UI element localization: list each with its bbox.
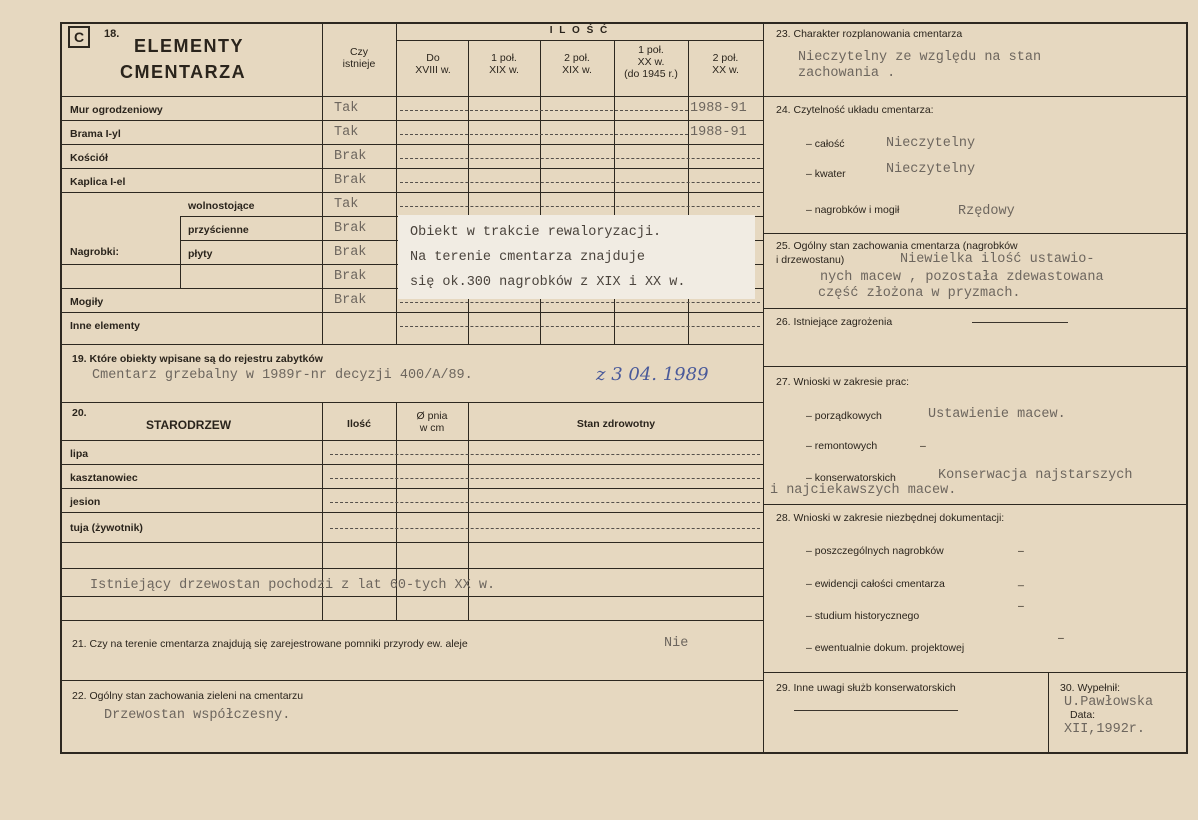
period-1pol-xix: 1 poł. XIX w. — [489, 52, 519, 76]
title-cmentarza: CMENTARZA — [120, 62, 247, 82]
s30-date: XII,1992r. — [1064, 722, 1146, 737]
row-label-przyscienne: przyścienne — [188, 224, 249, 236]
s27-continued: i najciekawszych macew. — [770, 483, 957, 498]
row-label-kaplica: Kaplica I-el — [70, 176, 126, 188]
s24-nagrobki-label: – nagrobków i mogił — [806, 204, 900, 216]
s24-calosc-value: Nieczytelny — [886, 136, 976, 151]
s28-item-1: – poszczególnych nagrobków — [806, 545, 944, 557]
s22-label: 22. Ogólny stan zachowania zieleni na cmentarzu — [72, 690, 304, 702]
tree-lipa: lipa — [70, 448, 89, 460]
s25-line-1: Niewielka ilość ustawio- — [900, 252, 1095, 267]
value-kaplica: Brak — [334, 173, 367, 188]
s26-label: 26. Istniejące zagrożenia — [776, 316, 893, 328]
s21-label: 21. Czy na terenie cmentarza znajdują się zarejestrowane pomniki przyrody ew. aleje — [72, 638, 468, 650]
s24-calosc-label: – całość — [806, 138, 845, 150]
s28-item-2: – ewidencji całości cmentarza — [806, 578, 945, 590]
s20-title: STARODRZEW — [146, 418, 232, 432]
s20-note: Istniejący drzewostan pochodzi z lat 60-tych XX w. — [90, 578, 496, 593]
row-label-mur: Mur ogrodzeniowy — [70, 104, 163, 116]
row-label-plyty: płyty — [188, 248, 213, 260]
s20-pnia: Ø pnia w cm — [416, 410, 448, 434]
row-label-wolnostojace: wolnostojące — [188, 200, 255, 212]
period-2pol-xix: 2 poł. XIX w. — [562, 52, 592, 76]
s24-label: 24. Czytelność układu cmentarza: — [776, 104, 934, 116]
s27-porzadkowych-label: – porządkowych — [806, 410, 882, 422]
s23-line-1: Nieczytelny ze względu na stan — [798, 50, 1042, 65]
value-inne: Brak — [334, 293, 367, 308]
s24-kwater-label: – kwater — [806, 168, 846, 180]
tree-kasztanowiec: kasztanowiec — [70, 472, 138, 484]
tree-tuja: tuja (żywotnik) — [70, 522, 143, 534]
value-mogily: Brak — [334, 269, 367, 284]
s27-konserwatorskich-value: Konserwacja najstarszych — [938, 468, 1133, 483]
title-elementy: ELEMENTY — [134, 36, 245, 56]
s25-label-2: i drzewostanu) — [776, 254, 845, 266]
column-divider — [763, 22, 764, 754]
period-2pol-xx: 2 poł. XX w. — [712, 52, 739, 76]
s28-item-3: – studium historycznego — [806, 610, 920, 622]
period-1pol-xx: 1 poł. XX w. (do 1945 r.) — [624, 44, 678, 80]
s27-remontowych-label: – remontowych — [806, 440, 878, 452]
s27-porzadkowych-value: Ustawienie macew. — [928, 407, 1066, 422]
s25-line-2: nych macew , pozostała zdewastowana — [820, 270, 1104, 285]
row-label-brama: Brama I-yl — [70, 128, 121, 140]
year-mur: 1988-91 — [690, 101, 747, 116]
s22-value: Drzewostan współczesny. — [104, 708, 291, 723]
note-line-2: Na terenie cmentarza znajduje — [410, 250, 645, 265]
s24-nagrobki-value: Rzędowy — [958, 204, 1015, 219]
year-brama: 1988-91 — [690, 125, 747, 140]
value-przyscienne: Brak — [334, 221, 367, 236]
note-sticker — [398, 215, 755, 299]
s30-name: U.Pawłowska — [1064, 695, 1154, 710]
value-kosciol: Brak — [334, 149, 367, 164]
nagrobki-label: Nagrobki: — [70, 246, 120, 258]
s29-label: 29. Inne uwagi służb konserwatorskich — [776, 682, 956, 694]
s24-kwater-value: Nieczytelny — [886, 162, 976, 177]
s27-label: 27. Wnioski w zakresie prac: — [776, 376, 910, 388]
s23-label: 23. Charakter rozplanowania cmentarza — [776, 28, 963, 40]
row-label-inne: Inne elementy — [70, 320, 141, 332]
s30-data-label: Data: — [1070, 709, 1096, 721]
note-line-1: Obiekt w trakcie rewaloryzacji. — [410, 225, 662, 240]
section-18-num: 18. — [104, 28, 120, 40]
value-brama: Tak — [334, 125, 359, 140]
s20-num: 20. — [72, 407, 87, 419]
row-label-mogily: Mogiły — [70, 296, 104, 308]
s27-remontowych-value: – — [920, 440, 926, 452]
value-mur: Tak — [334, 101, 359, 116]
czy-istnieje-label: Czy istnieje — [342, 46, 376, 70]
s20-ilosc: Ilość — [347, 418, 371, 430]
value-wolnostojace: Tak — [334, 197, 359, 212]
s20-stan: Stan zdrowotny — [576, 418, 656, 430]
s19-text: Cmentarz grzebalny w 1989r-nr decyzji 400/A/89. — [92, 368, 473, 383]
s28-item-4: – ewentualnie dokum. projektowej — [806, 642, 965, 654]
tree-jesion: jesion — [70, 496, 101, 508]
c-badge: C — [68, 26, 90, 48]
s28-label: 28. Wnioski w zakresie niezbędnej dokumentacji: — [776, 512, 1005, 524]
s23-line-2: zachowania . — [798, 66, 896, 81]
s21-value: Nie — [664, 636, 689, 651]
period-do-xviii: Do XVIII w. — [415, 52, 451, 76]
s25-label-1: 25. Ogólny stan zachowania cmentarza (nagrobków — [776, 240, 1018, 252]
s25-line-3: część złożona w pryzmach. — [818, 286, 1021, 301]
document-card: C 18. ELEMENTY CMENTARZA Czy istnieje I L O Ś Ć Do XVIII w. 1 poł. XIX w. 2 poł. XIX w. 1 poł. XX w. (do 1945 r.) 2 poł. XX w. Mur ogrodzeniowy Brama I-yl Kościół Kaplica I-el Nagrobki: wolnostojące przyścienne płyty Mogiły Inne elementy Tak Tak Brak Brak Tak Brak Brak Brak Brak 1988-91 1988-91 Obiekt w trakcie rewaloryzacji. Na terenie cmentarza znajduje się ok.300 nagrobków z XIX i XX w. 19. Które obiekty wpisane są do rejestru zabytków Cmentarz grzebalny w 1989r-nr decyzji 400/A/89. z 3 04. 1989 20. STARODRZEW Ilość Ø pnia w cm Stan zdrowotny lipa kasztanowiec jesion tuja (żywotnik) Istniejący drzewostan pochodzi z lat 60-tych XX w. 21. Czy na terenie cmentarza znajdują się zarejestrowane pomniki przyrody ew. aleje Nie 22. Ogólny stan zachowania zieleni na cmentarzu Drzewostan współczesny. 23. Charakter rozplanowania cmentarza Nieczytelny ze względu na stan zachowania . 24. Czytelność układu cmentarza: – całość Nieczytelny – kwater Nieczytelny – nagrobków i mogił Rzędowy 25. Ogólny stan zachowania cmentarza (nagrobków i drzewostanu) Niewielka ilość ustawio- nych macew , pozostała zdewastowana część złożona w pryzmach. 26. Istniejące zagrożenia 27. Wnioski w zakresie prac: – porządkowych Ustawienie macew. – remontowych – – konserwatorskich Konserwacja najstarszych i najciekawszych macew. 28. Wnioski w zakresie niezbędnej dokumentacji: – poszczególnych nagrobków – – ewidencji całości cmentarza _ – studium historycznego – – ewentualnie dokum. projektowej – 29. Inne uwagi służb konserwatorskich 30. Wypełnił: U.Pawłowska Data: XII,1992r. — [0, 0, 1198, 820]
s19-handwritten-date: z 3 04. 1989 — [596, 364, 709, 385]
row-label-kosciol: Kościół — [70, 152, 108, 164]
s27-konserwatorskich-label: – konserwatorskich — [806, 472, 896, 484]
value-plyty: Brak — [334, 245, 367, 260]
ilosc-header: I L O Ś Ć — [549, 25, 610, 36]
s30-label: 30. Wypełnił: — [1060, 682, 1121, 694]
note-line-3: się ok.300 nagrobków z XIX i XX w. — [410, 275, 686, 290]
s19-label: 19. Które obiekty wpisane są do rejestru zabytków — [72, 353, 323, 365]
